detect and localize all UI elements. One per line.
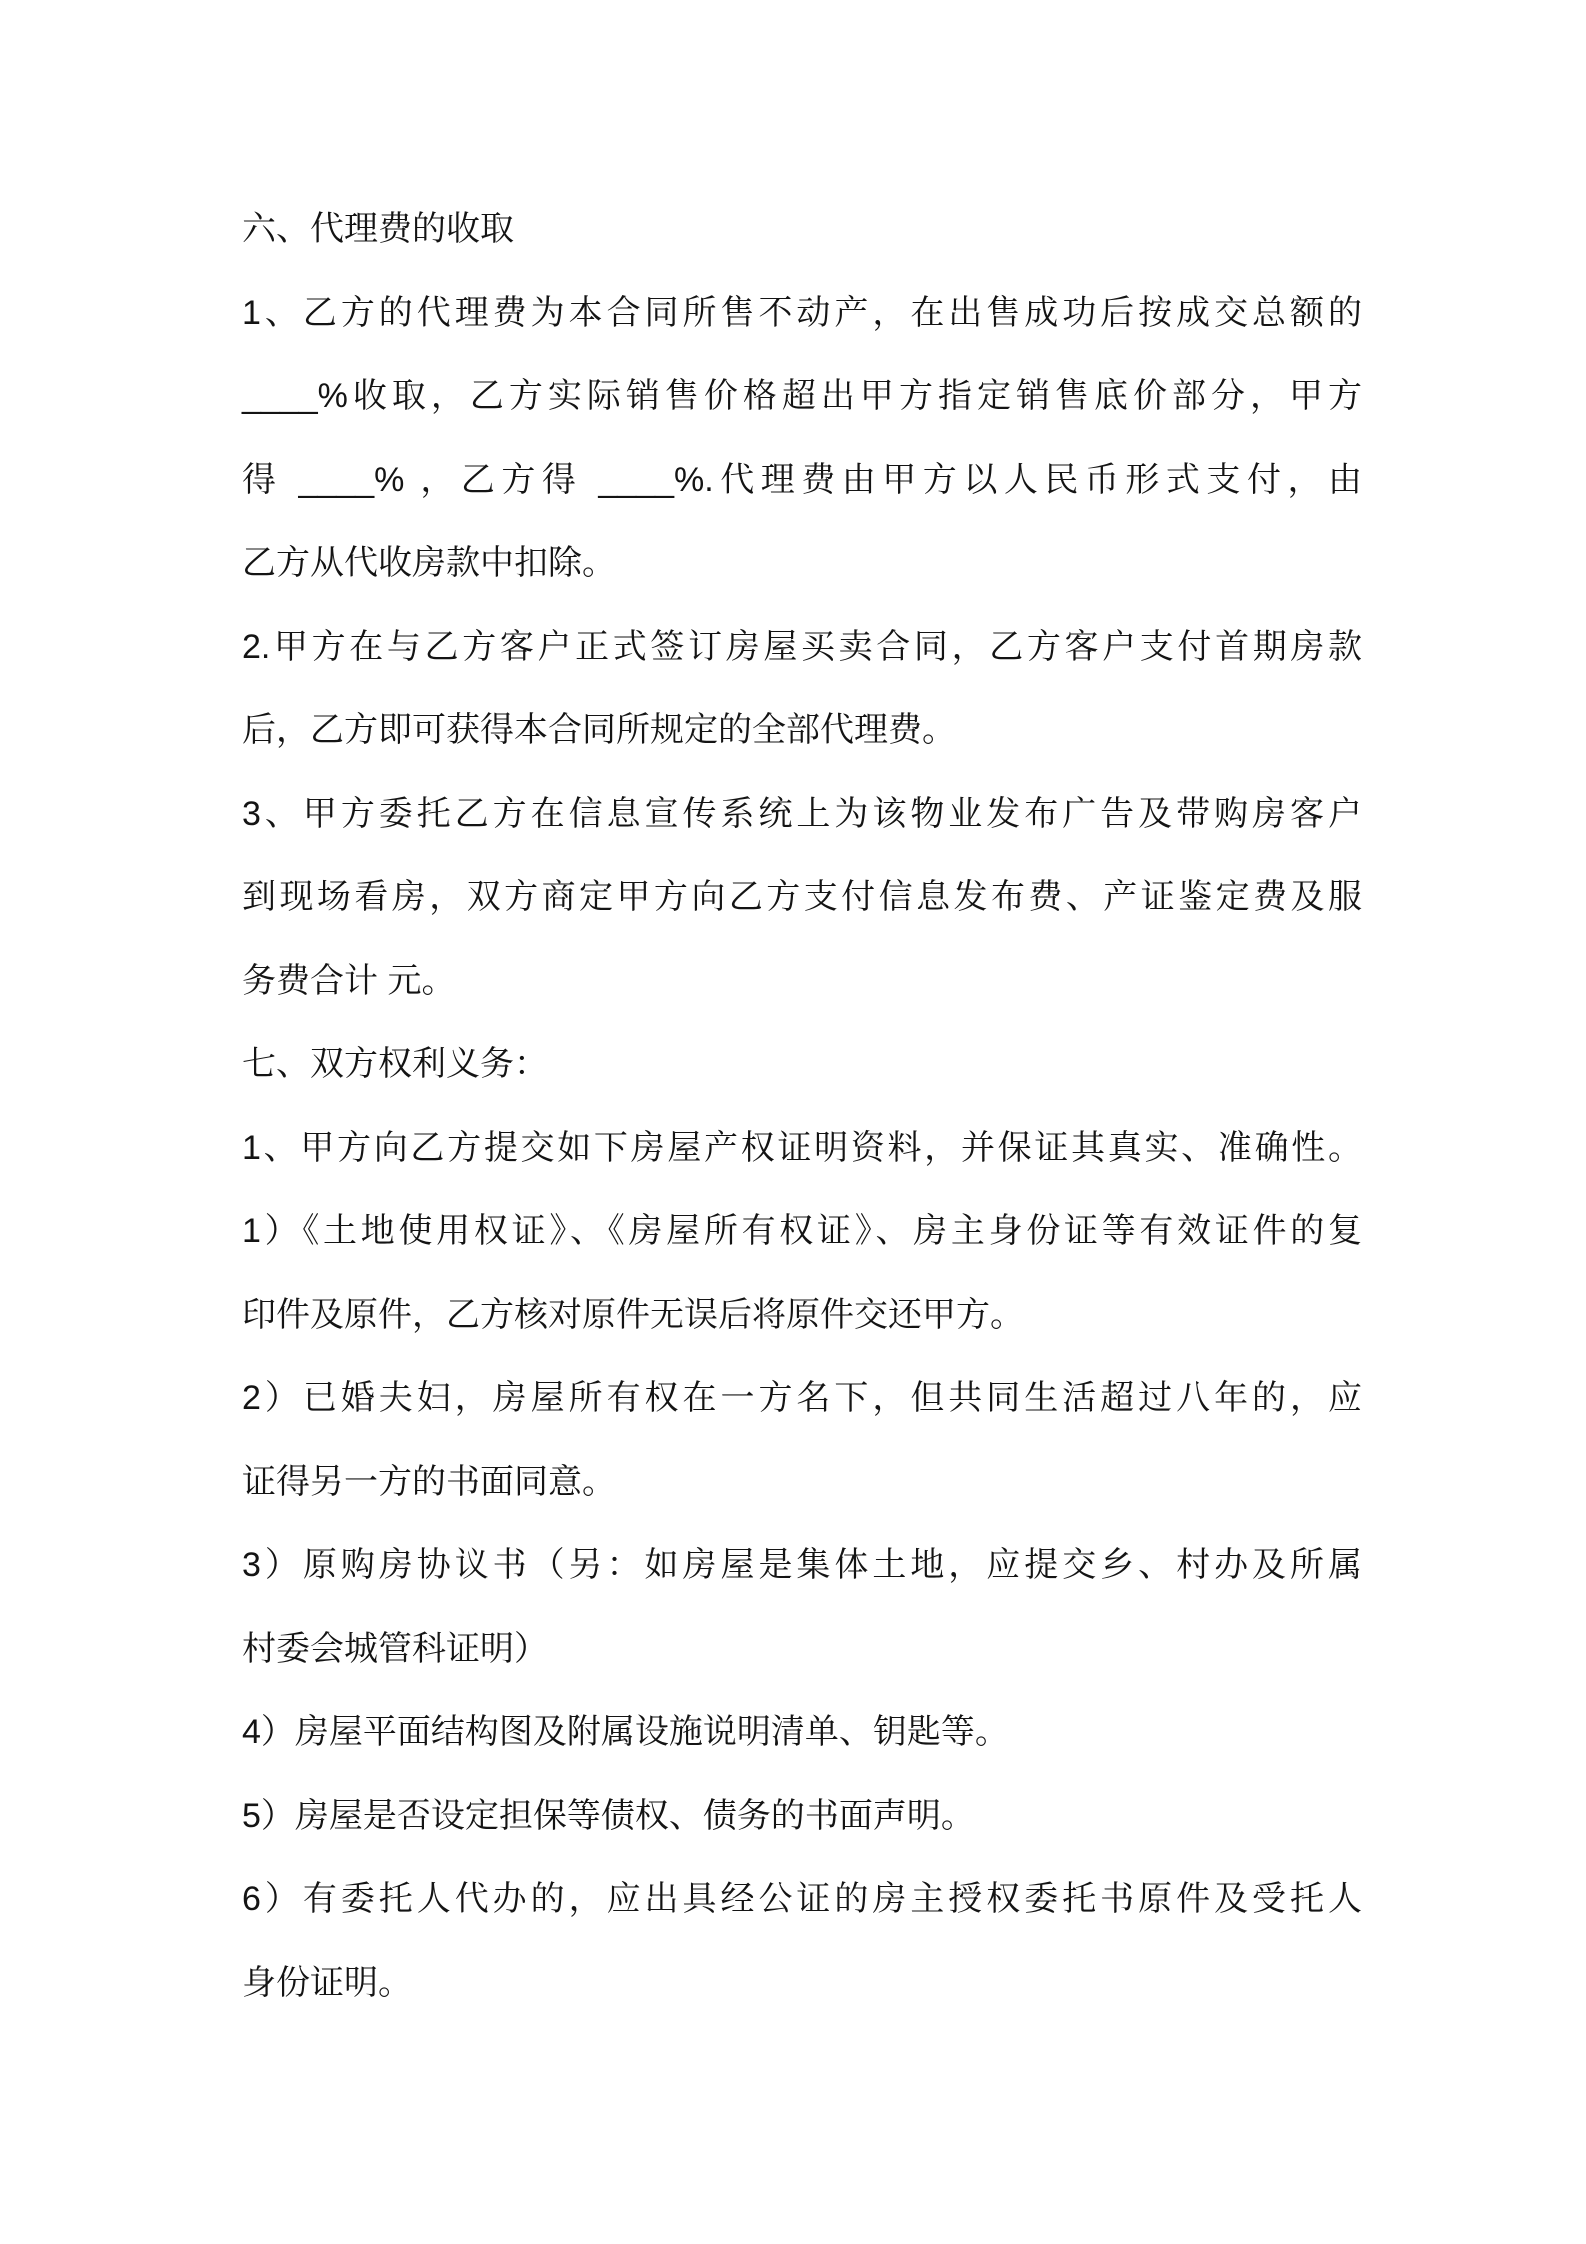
section-heading-rights-obligations — [242, 1023, 1362, 1107]
text-line: 印件及原件，乙方核对原件无误后将原件交还甲方。 — [242, 1295, 1024, 1334]
text-line: ____%收取，乙方实际销售价格超出甲方指定销售底价部分，甲方 — [242, 377, 1362, 415]
list-item-floor-plan — [242, 1691, 1362, 1775]
list-item-certificates — [242, 1190, 1362, 1357]
text-line: 到现场看房，双方商定甲方向乙方支付信息发布费、产证鉴定费及服 — [242, 878, 1362, 916]
text-line: 1）《土地使用权证》、《房屋所有权证》、房主身份证等有效证件的复 — [242, 1212, 1362, 1250]
text-line: 身份证明。 — [242, 1963, 412, 2002]
list-item-power-of-attorney — [242, 1858, 1362, 2025]
document-body — [242, 188, 1362, 2025]
text-line: 2）已婚夫妇，房屋所有权在一方名下，但共同生活超过八年的，应 — [242, 1379, 1362, 1417]
list-item-guarantee-statement — [242, 1775, 1362, 1859]
text-line: 2.甲方在与乙方客户正式签订房屋买卖合同，乙方客户支付首期房款 — [242, 627, 1362, 666]
text-line: 村委会城管科证明） — [242, 1629, 548, 1668]
section-heading-agency-fee — [242, 188, 1362, 272]
heading-text: 七、双方权利义务： — [242, 1045, 548, 1083]
list-item-spouse-consent — [242, 1357, 1362, 1524]
clause-fee-entitlement — [242, 606, 1362, 773]
text-line: 1、甲方向乙方提交如下房屋产权证明资料，并保证其真实、准确性。 — [242, 1128, 1362, 1167]
text-line: 5）房屋是否设定担保等债权、债务的书面声明。 — [242, 1796, 975, 1835]
text-line: 证得另一方的书面同意。 — [242, 1462, 616, 1501]
clause-submit-documents — [242, 1107, 1362, 1191]
text-line: 1、乙方的代理费为本合同所售不动产，在出售成功后按成交总额的 — [242, 293, 1362, 332]
text-line: 后，乙方即可获得本合同所规定的全部代理费。 — [242, 711, 956, 749]
text-line: 3）原购房协议书（另：如房屋是集体土地，应提交乡、村办及所属 — [242, 1546, 1362, 1584]
heading-text: 六、代理费的收取 — [242, 210, 514, 248]
text-line: 4）房屋平面结构图及附属设施说明清单、钥匙等。 — [242, 1713, 1009, 1751]
text-line: 务费合计 元。 — [242, 961, 456, 1000]
clause-advertising-fee — [242, 773, 1362, 1024]
clause-fee-rate — [242, 272, 1362, 606]
text-line: 乙方从代收房款中扣除。 — [242, 544, 616, 582]
text-line: 得 ____% ，乙方得 ____%.代理费由甲方以人民币形式支付，由 — [242, 460, 1362, 499]
text-line: 3、甲方委托乙方在信息宣传系统上为该物业发布广告及带购房客户 — [242, 794, 1362, 833]
list-item-purchase-agreement — [242, 1524, 1362, 1691]
text-line: 6）有委托人代办的，应出具经公证的房主授权委托书原件及受托人 — [242, 1880, 1362, 1918]
